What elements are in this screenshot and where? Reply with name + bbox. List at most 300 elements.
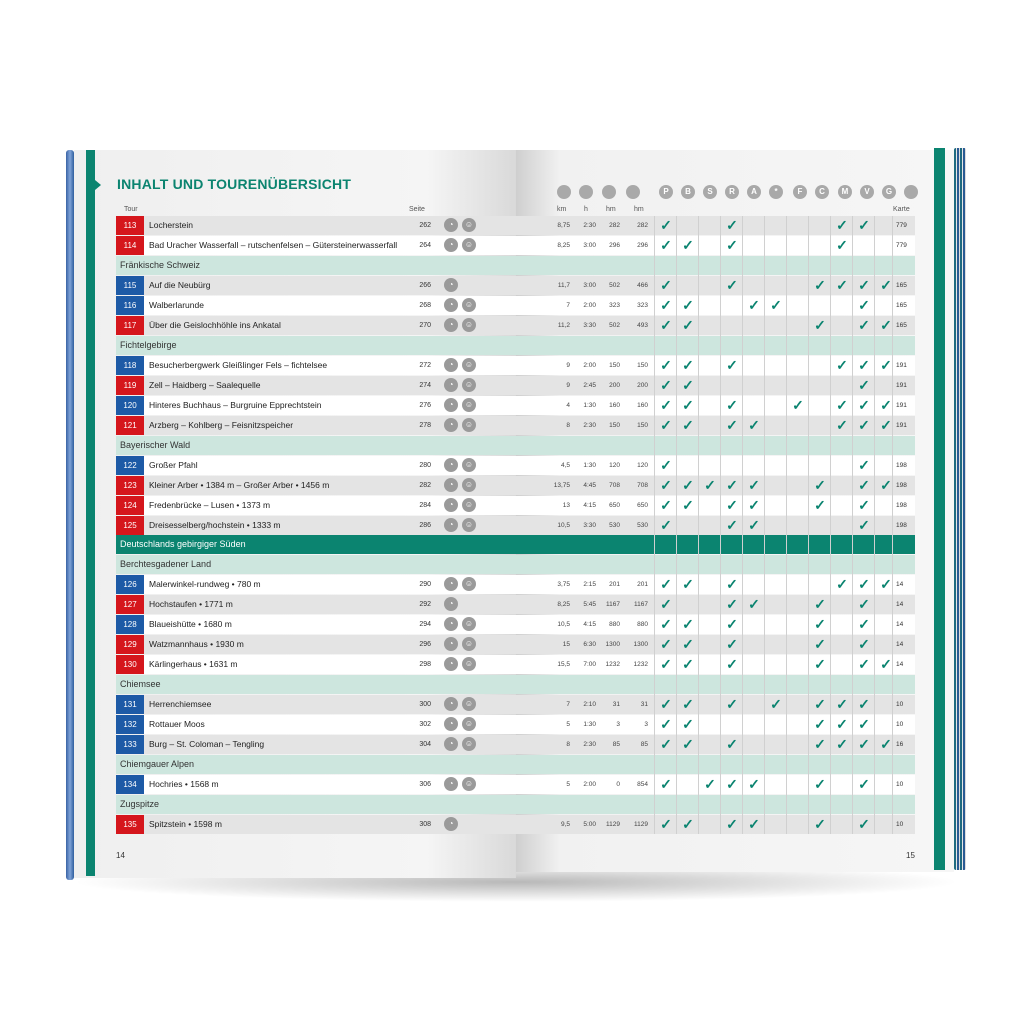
descent-value: 150 bbox=[637, 422, 648, 429]
check-icon: ✓ bbox=[792, 397, 804, 413]
check-icon: ✓ bbox=[748, 816, 760, 832]
check-icon: ✓ bbox=[858, 636, 870, 652]
kids-friendly-icon: ☺ bbox=[462, 617, 476, 631]
map-number: 14 bbox=[896, 661, 904, 668]
section-row-chiemgauer bbox=[116, 755, 915, 774]
page-ref: 262 bbox=[419, 222, 431, 229]
duration-value: 2:10 bbox=[583, 701, 596, 708]
check-icon: ✓ bbox=[704, 776, 716, 792]
page-ref: 308 bbox=[419, 821, 431, 828]
check-icon: ✓ bbox=[814, 776, 826, 792]
check-icon: ✓ bbox=[726, 477, 738, 493]
tour-name[interactable]: Watzmannhaus • 1930 m bbox=[149, 639, 244, 649]
ascent-value: 502 bbox=[609, 282, 620, 289]
difficulty-badge-icon: ◔ bbox=[444, 358, 458, 372]
check-icon: ✓ bbox=[858, 816, 870, 832]
ascent-value: 323 bbox=[609, 302, 620, 309]
distance-value: 8,25 bbox=[557, 242, 570, 249]
tour-name[interactable]: Zell – Haidberg – Saalequelle bbox=[149, 380, 261, 390]
tour-number: 120 bbox=[116, 396, 144, 415]
tour-number: 119 bbox=[116, 376, 144, 395]
section-label: Fränkische Schweiz bbox=[120, 260, 201, 270]
table-row[interactable] bbox=[116, 615, 915, 634]
map-number: 14 bbox=[896, 641, 904, 648]
check-icon: ✓ bbox=[660, 576, 672, 592]
check-icon: ✓ bbox=[880, 576, 892, 592]
tour-name[interactable]: Auf die Neubürg bbox=[149, 280, 211, 290]
table-row[interactable] bbox=[116, 595, 915, 614]
difficulty-badge-icon: ◔ bbox=[444, 278, 458, 292]
descent-value: 85 bbox=[640, 741, 648, 748]
left-accent-bar bbox=[86, 150, 95, 876]
page-ref: 284 bbox=[419, 502, 431, 509]
check-icon: ✓ bbox=[814, 317, 826, 333]
check-icon: ✓ bbox=[682, 736, 694, 752]
check-icon: ✓ bbox=[858, 317, 870, 333]
check-icon: ✓ bbox=[682, 576, 694, 592]
check-icon: ✓ bbox=[814, 616, 826, 632]
tour-name[interactable]: Hochries • 1568 m bbox=[149, 779, 219, 789]
difficulty-badge-icon: ◔ bbox=[444, 298, 458, 312]
column-separator bbox=[852, 216, 853, 834]
map-number: 198 bbox=[896, 482, 907, 489]
check-icon: ✓ bbox=[682, 237, 694, 253]
check-icon: ✓ bbox=[858, 297, 870, 313]
kids-friendly-icon: ☺ bbox=[462, 577, 476, 591]
distance-value: 8 bbox=[566, 741, 570, 748]
distance-value: 7 bbox=[566, 302, 570, 309]
table-row[interactable] bbox=[116, 815, 915, 834]
difficulty-badge-icon: ◔ bbox=[444, 697, 458, 711]
kids-friendly-icon: ☺ bbox=[462, 458, 476, 472]
distance-value: 5 bbox=[566, 721, 570, 728]
map-number: 165 bbox=[896, 322, 907, 329]
check-icon: ✓ bbox=[836, 417, 848, 433]
winter-icon: F bbox=[793, 185, 807, 199]
duration-value: 2:45 bbox=[583, 382, 596, 389]
tour-name[interactable]: Bad Uracher Wasserfall – rutschenfelsen – Gütersteinerwasserfall bbox=[149, 240, 398, 250]
section-label: Chiemsee bbox=[120, 679, 161, 689]
check-icon: ✓ bbox=[858, 776, 870, 792]
page-ref: 278 bbox=[419, 422, 431, 429]
map-number: 191 bbox=[896, 422, 907, 429]
check-icon: ✓ bbox=[814, 596, 826, 612]
tour-name[interactable]: Spitzstein • 1598 m bbox=[149, 819, 222, 829]
tour-name[interactable]: Großer Pfahl bbox=[149, 460, 198, 470]
kids-friendly-icon: ☺ bbox=[462, 358, 476, 372]
map-number: 191 bbox=[896, 382, 907, 389]
tour-name[interactable]: Locherstein bbox=[149, 220, 193, 230]
tour-name[interactable]: Blaueishütte • 1680 m bbox=[149, 619, 232, 629]
check-icon: ✓ bbox=[858, 517, 870, 533]
descent-icon bbox=[626, 185, 640, 199]
tour-name[interactable]: Hochstaufen • 1771 m bbox=[149, 599, 233, 609]
difficulty-badge-icon: ◔ bbox=[444, 577, 458, 591]
check-icon: ✓ bbox=[660, 636, 672, 652]
ascent-value: 296 bbox=[609, 242, 620, 249]
column-separator bbox=[654, 216, 655, 834]
duration-value: 5:45 bbox=[583, 601, 596, 608]
tour-name[interactable]: Herrenchiemsee bbox=[149, 699, 212, 709]
check-icon: ✓ bbox=[858, 596, 870, 612]
distance-value: 4 bbox=[566, 402, 570, 409]
difficulty-badge-icon: ◔ bbox=[444, 498, 458, 512]
check-icon: ✓ bbox=[726, 576, 738, 592]
header-seite: Seite bbox=[409, 206, 425, 213]
header-km: km bbox=[557, 206, 567, 213]
column-separator bbox=[808, 216, 809, 834]
page-ref: 298 bbox=[419, 661, 431, 668]
check-icon: ✓ bbox=[660, 357, 672, 373]
check-icon: ✓ bbox=[880, 317, 892, 333]
tour-number: 113 bbox=[116, 216, 144, 235]
tour-name[interactable]: Kärlingerhaus • 1631 m bbox=[149, 659, 238, 669]
column-separator bbox=[786, 216, 787, 834]
check-icon: ✓ bbox=[858, 357, 870, 373]
check-icon: ✓ bbox=[858, 716, 870, 732]
duration-value: 7:00 bbox=[583, 661, 596, 668]
difficulty-badge-icon: ◔ bbox=[444, 218, 458, 232]
tour-name[interactable]: Besucherbergwerk Gleißlinger Fels – fichtelsee bbox=[149, 360, 328, 370]
header-tour: Tour bbox=[124, 206, 138, 213]
check-icon: ✓ bbox=[880, 277, 892, 293]
check-icon: ✓ bbox=[880, 417, 892, 433]
check-icon: ✓ bbox=[880, 397, 892, 413]
distance-value: 9,5 bbox=[560, 821, 570, 828]
check-icon: ✓ bbox=[726, 636, 738, 652]
check-icon: ✓ bbox=[836, 397, 848, 413]
distance-value: 10,5 bbox=[557, 522, 570, 529]
check-icon: ✓ bbox=[682, 377, 694, 393]
duration-value: 4:15 bbox=[583, 502, 596, 509]
page-ref: 306 bbox=[419, 781, 431, 788]
difficulty-badge-icon: ◔ bbox=[444, 398, 458, 412]
tour-name[interactable]: Arzberg – Kohlberg – Feisnitzspeicher bbox=[149, 420, 294, 430]
section-row-bayerwald bbox=[116, 436, 915, 455]
duration-value: 2:30 bbox=[583, 741, 596, 748]
check-icon: ✓ bbox=[660, 656, 672, 672]
descent-value: 201 bbox=[637, 581, 648, 588]
check-icon: ✓ bbox=[660, 297, 672, 313]
page-ref: 280 bbox=[419, 462, 431, 469]
distance-value: 5 bbox=[566, 781, 570, 788]
duration-value: 3:00 bbox=[583, 282, 596, 289]
check-icon: ✓ bbox=[726, 417, 738, 433]
page-ref: 290 bbox=[419, 581, 431, 588]
check-icon: ✓ bbox=[682, 716, 694, 732]
check-icon: ✓ bbox=[858, 497, 870, 513]
map-number: 779 bbox=[896, 222, 907, 229]
distance-value: 15 bbox=[562, 641, 570, 648]
descent-value: 708 bbox=[637, 482, 648, 489]
duration-value: 2:00 bbox=[583, 781, 596, 788]
check-icon: ✓ bbox=[858, 656, 870, 672]
difficulty-badge-icon: ◔ bbox=[444, 238, 458, 252]
check-icon: ✓ bbox=[660, 397, 672, 413]
kids-friendly-icon: ☺ bbox=[462, 478, 476, 492]
header-karte: Karte bbox=[893, 206, 910, 213]
duration-value: 2:00 bbox=[583, 302, 596, 309]
tour-number: 130 bbox=[116, 655, 144, 674]
check-icon: ✓ bbox=[836, 277, 848, 293]
check-icon: ✓ bbox=[858, 736, 870, 752]
distance-value: 10,5 bbox=[557, 621, 570, 628]
column-separator bbox=[764, 216, 765, 834]
section-row-sueden bbox=[116, 535, 915, 554]
page-ref: 286 bbox=[419, 522, 431, 529]
ascent-value: 530 bbox=[609, 522, 620, 529]
ascent-value: 150 bbox=[609, 422, 620, 429]
column-separator bbox=[720, 216, 721, 834]
descent-value: 530 bbox=[637, 522, 648, 529]
check-icon: ✓ bbox=[660, 277, 672, 293]
distance-value: 8,75 bbox=[557, 222, 570, 229]
section-label-sueden: Deutschlands gebirgiger Süden bbox=[120, 539, 246, 549]
ascent-value: 1232 bbox=[605, 661, 620, 668]
duration-value: 3:30 bbox=[583, 522, 596, 529]
column-separator bbox=[742, 216, 743, 834]
check-icon: ✓ bbox=[814, 816, 826, 832]
descent-value: 282 bbox=[637, 222, 648, 229]
check-icon: ✓ bbox=[726, 596, 738, 612]
map-number: 14 bbox=[896, 581, 904, 588]
check-icon: ✓ bbox=[726, 616, 738, 632]
table-row[interactable] bbox=[116, 715, 915, 734]
check-icon: ✓ bbox=[660, 317, 672, 333]
map-number: 198 bbox=[896, 502, 907, 509]
tour-name[interactable]: Burg – St. Coloman – Tengling bbox=[149, 739, 265, 749]
duration-value: 2:15 bbox=[583, 581, 596, 588]
tour-name[interactable]: Dreisesselberg/hochstein • 1333 m bbox=[149, 520, 281, 530]
table-row[interactable] bbox=[116, 216, 915, 235]
check-icon: ✓ bbox=[682, 636, 694, 652]
viewpoint-icon: G bbox=[882, 185, 896, 199]
table-row[interactable] bbox=[116, 276, 915, 295]
ascent-value: 1300 bbox=[605, 641, 620, 648]
ascent-value: 3 bbox=[616, 721, 620, 728]
difficulty-badge-icon: ◔ bbox=[444, 777, 458, 791]
tour-number: 122 bbox=[116, 456, 144, 475]
check-icon: ✓ bbox=[726, 397, 738, 413]
duration-value: 1:30 bbox=[583, 721, 596, 728]
kids-friendly-icon: ☺ bbox=[462, 737, 476, 751]
tour-name[interactable]: Fredenbrücke – Lusen • 1373 m bbox=[149, 500, 271, 510]
page-ref: 292 bbox=[419, 601, 431, 608]
map-number: 165 bbox=[896, 282, 907, 289]
check-icon: ✓ bbox=[748, 297, 760, 313]
difficulty-badge-icon: ◔ bbox=[444, 637, 458, 651]
difficulty-badge-icon: ◔ bbox=[444, 737, 458, 751]
ascent-icon bbox=[602, 185, 616, 199]
distance-icon bbox=[557, 185, 571, 199]
ascent-value: 1129 bbox=[606, 821, 620, 828]
duration-value: 2:30 bbox=[583, 422, 596, 429]
right-accent-bar bbox=[934, 148, 945, 870]
tour-number: 124 bbox=[116, 496, 144, 515]
tour-name[interactable]: Hinteres Buchhaus – Burgruine Epprechtstein bbox=[149, 400, 322, 410]
descent-value: 1129 bbox=[634, 821, 648, 828]
ascent-value: 85 bbox=[612, 741, 620, 748]
check-icon: ✓ bbox=[682, 397, 694, 413]
table-row[interactable] bbox=[116, 775, 915, 794]
tour-number: 132 bbox=[116, 715, 144, 734]
kids-friendly-icon: ☺ bbox=[462, 777, 476, 791]
check-icon: ✓ bbox=[682, 616, 694, 632]
restaurant-icon: R bbox=[725, 185, 739, 199]
map-number: 10 bbox=[896, 721, 904, 728]
distance-value: 9 bbox=[566, 362, 570, 369]
distance-value: 13,75 bbox=[553, 482, 570, 489]
parking-icon: P bbox=[659, 185, 673, 199]
kids-friendly-icon: ☺ bbox=[462, 378, 476, 392]
tour-name[interactable]: Kleiner Arber • 1384 m – Großer Arber • 1456 m bbox=[149, 480, 330, 490]
ascent-value: 150 bbox=[609, 362, 620, 369]
page-number-left: 14 bbox=[116, 851, 125, 860]
check-icon: ✓ bbox=[682, 497, 694, 513]
ascent-value: 120 bbox=[609, 462, 620, 469]
ascent-value: 650 bbox=[609, 502, 620, 509]
tour-number: 115 bbox=[116, 276, 144, 295]
page-ref: 276 bbox=[419, 402, 431, 409]
table-row[interactable] bbox=[116, 296, 915, 315]
check-icon: ✓ bbox=[814, 277, 826, 293]
map-number: 10 bbox=[896, 821, 904, 828]
descent-value: 120 bbox=[637, 462, 648, 469]
section-row-berchtes bbox=[116, 555, 915, 574]
ascent-value: 502 bbox=[609, 322, 620, 329]
duration-value: 4:15 bbox=[583, 621, 596, 628]
duration-value: 5:00 bbox=[583, 821, 596, 828]
section-label: Fichtelgebirge bbox=[120, 340, 177, 350]
check-icon: ✓ bbox=[726, 656, 738, 672]
descent-value: 200 bbox=[637, 382, 648, 389]
duration-value: 3:00 bbox=[583, 242, 596, 249]
map-number: 165 bbox=[896, 302, 907, 309]
kids-friendly-icon: ☺ bbox=[462, 298, 476, 312]
check-icon: ✓ bbox=[682, 317, 694, 333]
tour-number: 135 bbox=[116, 815, 144, 834]
map-number: 10 bbox=[896, 701, 904, 708]
descent-value: 1232 bbox=[633, 661, 648, 668]
tour-name[interactable]: Über die Geislochhöhle ins Ankatal bbox=[149, 320, 281, 330]
check-icon: ✓ bbox=[660, 477, 672, 493]
table-row[interactable] bbox=[116, 456, 915, 475]
distance-value: 9 bbox=[566, 382, 570, 389]
check-icon: ✓ bbox=[880, 477, 892, 493]
descent-value: 3 bbox=[644, 721, 648, 728]
section-label: Chiemgauer Alpen bbox=[120, 759, 195, 769]
kids-friendly-icon: ☺ bbox=[462, 518, 476, 532]
header-hm-up: hm bbox=[606, 206, 616, 213]
distance-value: 3,75 bbox=[557, 581, 570, 588]
tour-name[interactable]: Rottauer Moos bbox=[149, 719, 205, 729]
column-separator bbox=[892, 216, 893, 834]
map-number: 198 bbox=[896, 522, 907, 529]
check-icon: ✓ bbox=[660, 517, 672, 533]
book-edge-right bbox=[954, 148, 966, 870]
check-icon: ✓ bbox=[858, 217, 870, 233]
page-ref: 270 bbox=[419, 322, 431, 329]
duration-value: 6:30 bbox=[583, 641, 596, 648]
check-icon: ✓ bbox=[660, 497, 672, 513]
stroller-icon: S bbox=[703, 185, 717, 199]
map-number: 191 bbox=[896, 402, 907, 409]
check-icon: ✓ bbox=[814, 636, 826, 652]
check-icon: ✓ bbox=[814, 736, 826, 752]
difficulty-badge-icon: ◔ bbox=[444, 597, 458, 611]
kids-friendly-icon: ☺ bbox=[462, 398, 476, 412]
descent-value: 296 bbox=[637, 242, 648, 249]
kids-friendly-icon: ☺ bbox=[462, 318, 476, 332]
table-row[interactable] bbox=[116, 695, 915, 714]
check-icon: ✓ bbox=[858, 576, 870, 592]
section-row-zugspitze bbox=[116, 795, 915, 814]
check-icon: ✓ bbox=[836, 217, 848, 233]
check-icon: ✓ bbox=[660, 217, 672, 233]
tour-number: 121 bbox=[116, 416, 144, 435]
check-icon: ✓ bbox=[726, 497, 738, 513]
summit-icon: * bbox=[769, 185, 783, 199]
check-icon: ✓ bbox=[660, 776, 672, 792]
check-icon: ✓ bbox=[704, 477, 716, 493]
difficulty-badge-icon: ◔ bbox=[444, 518, 458, 532]
check-icon: ✓ bbox=[660, 736, 672, 752]
check-icon: ✓ bbox=[660, 696, 672, 712]
tour-number: 114 bbox=[116, 236, 144, 255]
descent-value: 1167 bbox=[634, 601, 648, 608]
check-icon: ✓ bbox=[836, 237, 848, 253]
difficulty-badge-icon: ◔ bbox=[444, 717, 458, 731]
tour-number: 116 bbox=[116, 296, 144, 315]
page-ref: 294 bbox=[419, 621, 431, 628]
check-icon: ✓ bbox=[770, 297, 782, 313]
page-ref: 304 bbox=[419, 741, 431, 748]
duration-value: 4:45 bbox=[583, 482, 596, 489]
page-ref: 268 bbox=[419, 302, 431, 309]
tour-number: 118 bbox=[116, 356, 144, 375]
tour-name[interactable]: Walberlarunde bbox=[149, 300, 204, 310]
ascent-value: 1167 bbox=[606, 601, 620, 608]
column-separator bbox=[830, 216, 831, 834]
check-icon: ✓ bbox=[836, 357, 848, 373]
tour-number: 131 bbox=[116, 695, 144, 714]
ascent-value: 880 bbox=[609, 621, 620, 628]
check-icon: ✓ bbox=[726, 517, 738, 533]
check-icon: ✓ bbox=[660, 616, 672, 632]
check-icon: ✓ bbox=[682, 696, 694, 712]
title-arrow-icon bbox=[95, 180, 101, 190]
check-icon: ✓ bbox=[748, 417, 760, 433]
check-icon: ✓ bbox=[836, 736, 848, 752]
tour-name[interactable]: Malerwinkel-rundweg • 780 m bbox=[149, 579, 261, 589]
distance-value: 13 bbox=[562, 502, 570, 509]
distance-value: 11,7 bbox=[557, 282, 570, 289]
check-icon: ✓ bbox=[660, 377, 672, 393]
page-ref: 302 bbox=[419, 721, 431, 728]
tour-number: 129 bbox=[116, 635, 144, 654]
bus-icon: B bbox=[681, 185, 695, 199]
check-icon: ✓ bbox=[858, 477, 870, 493]
page-ref: 282 bbox=[419, 482, 431, 489]
page-ref: 300 bbox=[419, 701, 431, 708]
car-icon: M bbox=[838, 185, 852, 199]
check-icon: ✓ bbox=[814, 656, 826, 672]
hut-icon: A bbox=[747, 185, 761, 199]
ascent-value: 31 bbox=[612, 701, 620, 708]
page-title: INHALT UND TOURENÜBERSICHT bbox=[117, 176, 352, 192]
distance-value: 7 bbox=[566, 701, 570, 708]
page-ref: 274 bbox=[419, 382, 431, 389]
